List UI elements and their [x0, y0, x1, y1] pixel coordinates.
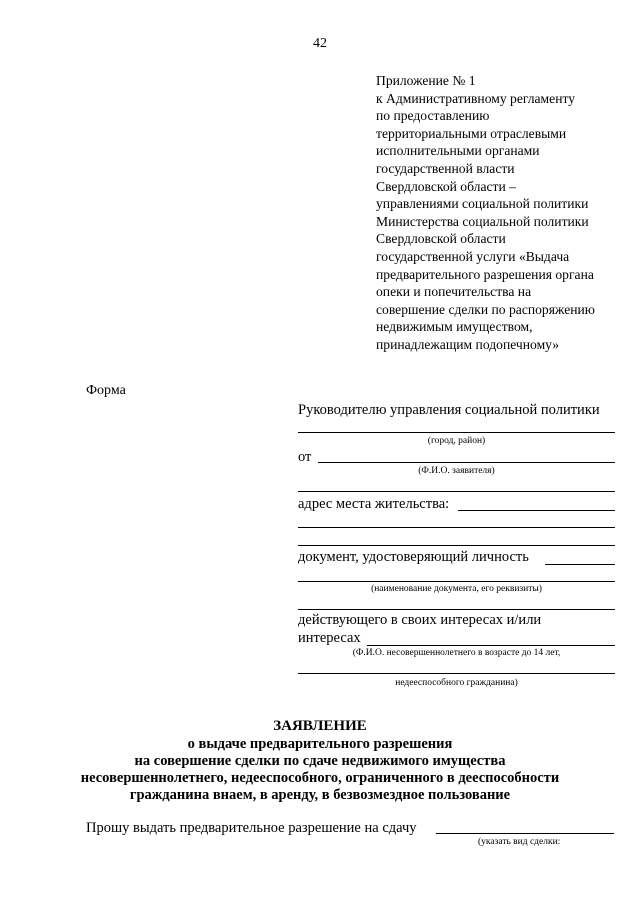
applicant-name-field-2[interactable]	[298, 491, 615, 492]
applicant-name-field[interactable]	[318, 462, 615, 463]
page-number: 42	[313, 36, 327, 51]
appendix-line: государственной власти	[376, 160, 515, 176]
address-field[interactable]	[458, 510, 615, 511]
appendix-line: опеки и попечительства на	[376, 284, 532, 300]
appendix-line: Министерства социальной политики	[376, 213, 589, 229]
appendix-line: предварительного разрешения органа	[376, 266, 594, 282]
id-doc-label: документ, удостоверяющий личность	[298, 549, 529, 565]
city-field[interactable]	[298, 432, 615, 433]
appendix-line: управлениями социальной политики	[376, 196, 589, 212]
appendix-block	[376, 72, 626, 354]
statement-subtitle-line: несовершеннолетнего, недееспособного, ограниченного в дееспособности	[80, 770, 560, 786]
statement-subtitle-line: на совершение сделки по сдаче недвижимого имущества	[134, 753, 506, 769]
statement-subtitle-line: о выдаче предварительного разрешения	[187, 736, 453, 752]
appendix-line: к Административному регламенту	[376, 90, 576, 106]
deal-type-field[interactable]	[436, 833, 614, 834]
addressee-text: Руководителю управления социальной политики	[298, 402, 600, 418]
request-text: Прошу выдать предварительное разрешение на сдачу	[86, 820, 417, 836]
minor-name-field-2[interactable]	[298, 673, 615, 674]
from-label: от	[298, 449, 312, 465]
caption-city: (город, район)	[427, 436, 486, 446]
appendix-line: Свердловской области –	[376, 178, 516, 194]
id-doc-field-3[interactable]	[298, 609, 615, 610]
minor-name-field[interactable]	[367, 645, 615, 646]
caption-doc: (наименование документа, его реквизиты)	[371, 584, 542, 594]
address-field-2[interactable]	[298, 527, 615, 528]
appendix-line: по предоставлению	[376, 108, 490, 124]
appendix-line: совершение сделки по распоряжению	[376, 301, 595, 317]
appendix-line: Приложение № 1	[376, 73, 476, 88]
appendix-line: территориальными отраслевыми	[376, 125, 567, 141]
form-label: Форма	[86, 383, 126, 398]
appendix-line: недвижимым имуществом,	[376, 319, 533, 335]
appendix-line: государственной услуги «Выдача	[376, 248, 570, 264]
address-label: адрес места жительства:	[298, 496, 450, 512]
id-doc-field-2[interactable]	[298, 581, 615, 582]
appendix-line: принадлежащим подопечному»	[376, 336, 560, 352]
id-doc-field[interactable]	[545, 564, 615, 565]
address-field-3[interactable]	[298, 545, 615, 546]
caption-deal: (указать вид сделки:	[478, 837, 561, 847]
statement-title: ЗАЯВЛЕНИЕ	[273, 718, 367, 734]
caption-applicant: (Ф.И.О. заявителя)	[418, 466, 495, 476]
caption-minor-1: (Ф.И.О. несовершеннолетнего в возрасте до 14 лет,	[352, 648, 561, 658]
appendix-line: Свердловской области	[376, 231, 506, 247]
statement-subtitle-line: гражданина внаем, в аренду, в безвозмездное пользование	[129, 787, 511, 803]
appendix-line: исполнительными органами	[376, 143, 540, 159]
acting-label-2: интересах	[298, 630, 361, 646]
caption-minor-2: недееспособного гражданина)	[395, 678, 518, 688]
acting-label-1: действующего в своих интересах и/или	[298, 612, 542, 628]
